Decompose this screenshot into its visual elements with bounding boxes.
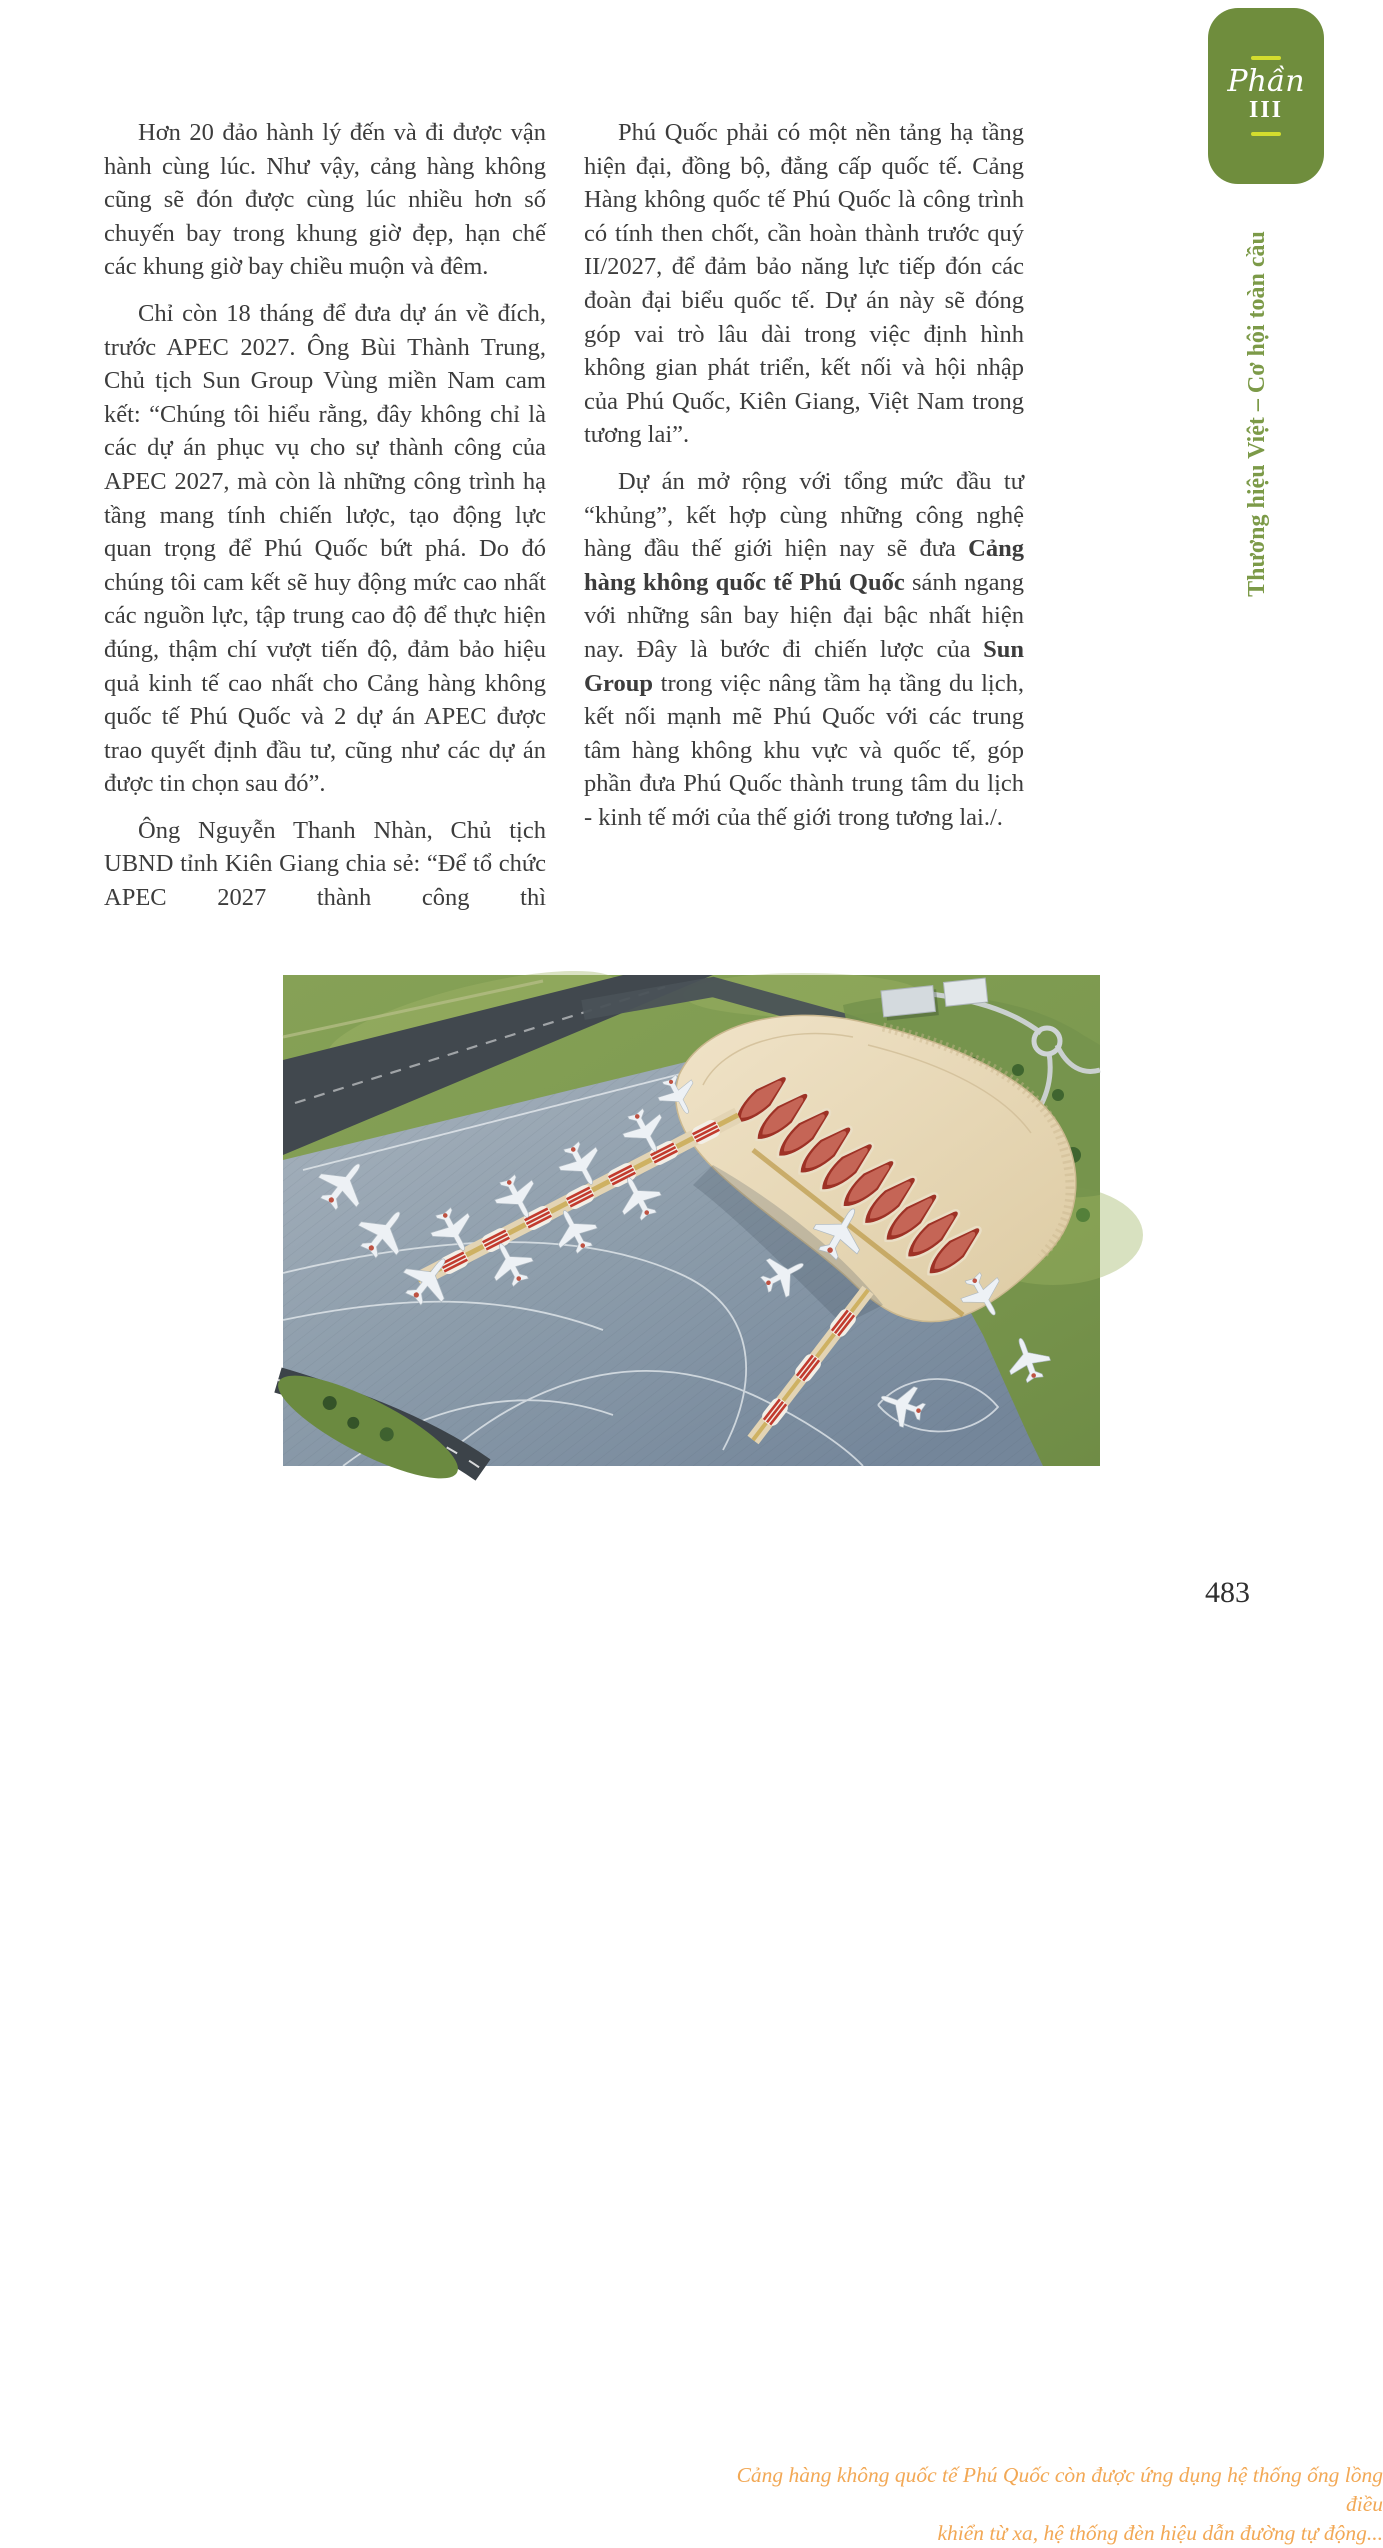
text-run: sánh ngang với những sân bay hiện đại bậc nhất hiện nay. Đây là bước đi chiến lược của — [584, 568, 1024, 663]
tab-dash-top — [1251, 56, 1281, 60]
airport-aerial-illustration — [283, 975, 1100, 1466]
paragraph: Ông Nguyễn Thanh Nhàn, Chủ tịch UBND tỉnh Kiên Giang chia sẻ: “Để tổ chức APEC 2027 thành công thì — [104, 816, 546, 912]
paragraph — [584, 465, 1024, 835]
text-run: trong việc nâng tầm hạ tầng du lịch, kết nối mạnh mẽ Phú Quốc với các trung tâm hàng không khu vực và quốc tế, góp phần đưa Phú Quốc thành trung tâm du lịch - kinh tế mới của thế giới trong tương lai./. — [584, 669, 1024, 831]
part-tab — [1208, 8, 1324, 184]
paragraph: Hơn 20 đảo hành lý đến và đi được vận hành cùng lúc. Như vậy, cảng hàng không cũng sẽ đón được cùng lúc nhiều hơn số chuyến bay trong khung giờ đẹp, hạn chế các khung giờ bay chiều muộn và đêm. — [104, 119, 546, 281]
paragraph: Chỉ còn 18 tháng để đưa dự án về đích, trước APEC 2027. Ông Bùi Thành Trung, Chủ tịch Sun Group Vùng miền Nam cam kết: “Chúng tôi hiểu rằng, đây không chỉ là các dự án phục vụ cho sự thành công của APEC 2027, mà còn là những công trình hạ tầng mang tính chiến lược, tạo động lực quan trọng để Phú Quốc bứt phá. Do đó chúng tôi cam kết sẽ huy động mức cao nhất các nguồn lực, tập trung cao độ để thực hiện đúng, thậm chí vượt tiến độ, đảm bảo hiệu quả kinh tế cao nhất cho Cảng hàng không quốc tế Phú Quốc và 2 dự án APEC được trao quyết định đầu tư, cũng như các dự án được tin chọn sau đó”. — [104, 299, 546, 798]
text-run: Dự án mở rộng với tổng mức đầu tư “khủng”, kết hợp cùng những công nghệ hàng đầu thế giới hiện nay sẽ đưa — [584, 467, 1024, 563]
paragraph: Phú Quốc phải có một nền tảng hạ tầng hiện đại, đồng bộ, đẳng cấp quốc tế. Cảng Hàng không quốc tế Phú Quốc là công trình có tính then chốt, cần hoàn thành trước quý II/2027, để đảm bảo năng lực tiếp đón các đoàn đại biểu quốc tế. Dự án này sẽ đóng góp vai trò lâu dài trong việc định hình không gian phát triển, kết nối và hội nhập của Phú Quốc, Kiên Giang, Việt Nam trong tương lai”. — [584, 119, 1024, 449]
chapter-vertical-title: Thương hiệu Việt – Cơ hội toàn cầu — [1244, 231, 1270, 597]
caption-line: khiển từ xa, hệ thống đèn hiệu dẫn đường tự động... — [937, 2521, 1383, 2545]
text-run-bold: Sun Group — [584, 635, 1024, 697]
figure-caption — [703, 2461, 1383, 2548]
caption-line: Cảng hàng không quốc tế Phú Quốc còn được ứng dụng hệ thống ống lồng điều — [736, 2463, 1383, 2516]
part-number: III — [1248, 97, 1284, 123]
page-number: 483 — [1205, 1576, 1250, 1609]
part-label: Phần — [1227, 64, 1305, 99]
text-run-bold: Cảng hàng không quốc tế Phú Quốc — [584, 535, 1024, 596]
text-column-right — [584, 116, 1024, 834]
tab-dash-bottom — [1251, 132, 1281, 136]
text-column-left — [104, 116, 546, 915]
